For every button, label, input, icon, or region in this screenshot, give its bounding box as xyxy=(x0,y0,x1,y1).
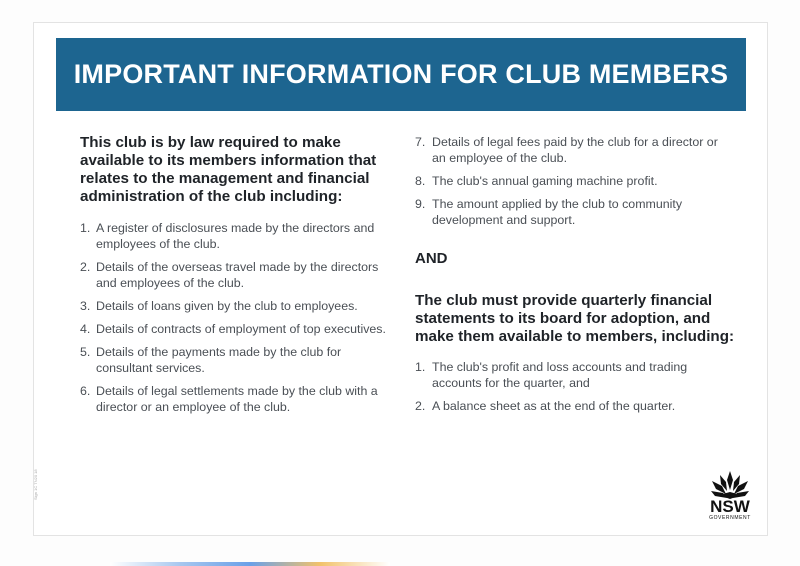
item-number: 1. xyxy=(80,221,91,235)
side-print-code: Sign 1C TN20 18 xyxy=(33,469,38,500)
item-number: 3. xyxy=(80,299,91,313)
item-text: The amount applied by the club to community development and support. xyxy=(432,197,683,227)
list-item xyxy=(415,173,735,189)
item-text: Details of contracts of employment of top executives. xyxy=(96,322,386,336)
list-item xyxy=(415,398,735,414)
item-text: Details of legal settlements made by the club with a director or an employee of the club. xyxy=(96,384,378,414)
list-item xyxy=(80,220,390,252)
left-column xyxy=(80,134,390,422)
page-title: IMPORTANT INFORMATION FOR CLUB MEMBERS xyxy=(73,59,729,89)
item-number: 4. xyxy=(80,322,91,336)
statements-list xyxy=(415,359,735,414)
right-list xyxy=(415,134,735,228)
item-number: 2. xyxy=(80,260,91,274)
item-text: Details of the overseas travel made by the directors and employees of the club. xyxy=(96,260,379,290)
list-item xyxy=(80,298,390,314)
item-text: A balance sheet as at the end of the quarter. xyxy=(432,399,676,413)
item-text: Details of the payments made by the club for consultant services. xyxy=(96,345,342,375)
left-list xyxy=(80,220,390,415)
list-item xyxy=(80,344,390,376)
item-text: Details of loans given by the club to employees. xyxy=(96,299,358,313)
nsw-wordmark: NSW xyxy=(710,497,750,516)
item-text: Details of legal fees paid by the club for a director or an employee of the club. xyxy=(432,135,718,165)
item-text: The club's annual gaming machine profit. xyxy=(432,174,658,188)
list-item xyxy=(415,359,735,391)
left-intro: This club is by law required to make available to its members information that relates to the management and financial administration of the club including: xyxy=(80,134,377,205)
item-text: The club's profit and loss accounts and trading accounts for the quarter, and xyxy=(432,360,688,390)
list-item xyxy=(80,259,390,291)
item-number: 5. xyxy=(80,345,91,359)
right-intro: The club must provide quarterly financial statements to its board for adoption, and make them available to members, including: xyxy=(415,292,735,345)
right-column xyxy=(415,134,735,421)
and-heading: AND xyxy=(415,250,448,267)
item-number: 9. xyxy=(415,197,426,211)
item-number: 8. xyxy=(415,174,426,188)
scan-edge xyxy=(110,562,390,566)
item-number: 2. xyxy=(415,399,426,413)
list-item xyxy=(415,196,735,228)
item-number: 1. xyxy=(415,360,426,374)
item-number: 6. xyxy=(80,384,91,398)
title-banner xyxy=(56,38,746,111)
list-item xyxy=(415,134,735,166)
item-text: A register of disclosures made by the directors and employees of the club. xyxy=(96,221,375,251)
list-item xyxy=(80,383,390,415)
item-number: 7. xyxy=(415,135,426,149)
list-item xyxy=(80,321,390,337)
government-wordmark: GOVERNMENT xyxy=(709,515,751,521)
